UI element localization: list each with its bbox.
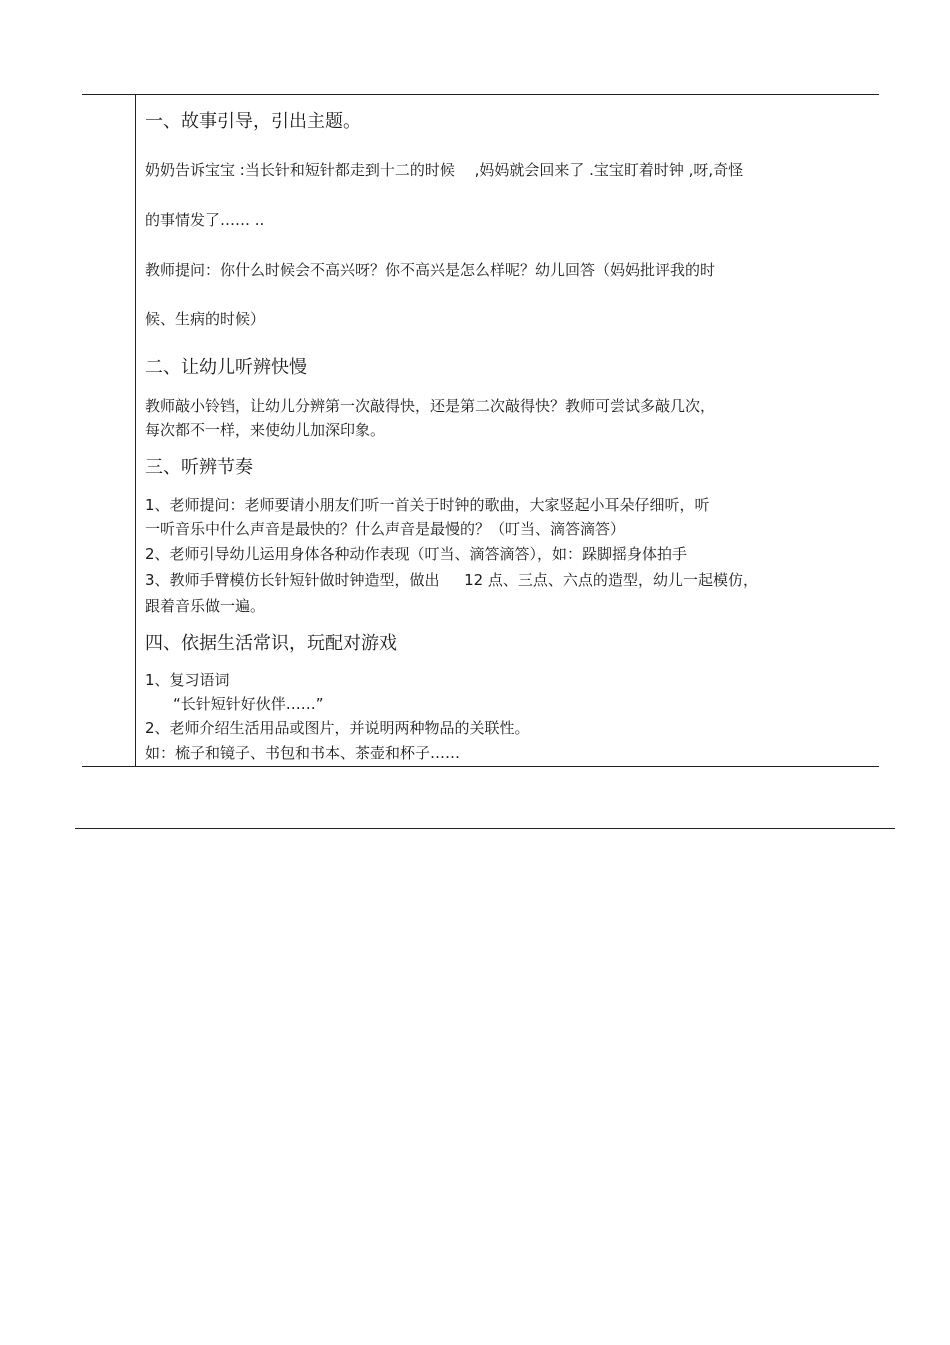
section-3-line-3: 2、老师引导幼儿运用身体各种动作表现（叮当、滴答滴答），如：跺脚摇身体拍手 <box>145 545 688 563</box>
section-2-line-2: 每次都不一样，来使幼儿加深印象。 <box>145 421 386 439</box>
section-1-paragraph-1-line-1: 奶奶告诉宝宝 :当长针和短针都走到十二的时候 ,妈妈就会回来了 .宝宝盯着时钟 ,呀,奇怪 <box>145 161 744 179</box>
section-4-heading: 四、依据生活常识，玩配对游戏 <box>145 633 397 654</box>
table-bottom-border <box>82 766 879 767</box>
table-top-border <box>82 94 879 95</box>
section-3-line-2: 一听音乐中什么声音是最快的？什么声音是最慢的？（叮当、滴答滴答） <box>145 520 626 538</box>
table-column-divider <box>135 94 136 766</box>
section-1-paragraph-1-line-2: 的事情发了…… .. <box>145 211 265 229</box>
section-3-line-4: 3、教师手臂模仿长针短针做时钟造型，做出 12 点、三点、六点的造型，幼儿一起模仿， <box>145 571 758 589</box>
section-3-line-1: 1、老师提问：老师要请小朋友们听一首关于时钟的歌曲，大家竖起小耳朵仔细听，听 <box>145 496 710 514</box>
section-4-line-2: “长针短针好伙伴……” <box>173 695 324 713</box>
section-1-paragraph-2-line-2: 候、生病的时候） <box>145 310 266 328</box>
section-4-line-3: 2、老师介绍生活用品或图片，并说明两种物品的关联性。 <box>145 719 530 737</box>
section-3-heading: 三、听辨节奏 <box>145 457 253 478</box>
section-4-line-4: 如：梳子和镜子、书包和书本、茶壶和杯子…… <box>145 744 461 762</box>
footer-rule <box>75 828 895 829</box>
section-1-heading: 一、故事引导，引出主题。 <box>145 111 361 132</box>
section-2-line-1: 教师敲小铃铛，让幼儿分辨第一次敲得快，还是第二次敲得快？教师可尝试多敲几次， <box>145 397 716 415</box>
section-4-line-1: 1、复习语词 <box>145 671 230 689</box>
section-3-line-5: 跟着音乐做一遍。 <box>145 597 266 615</box>
section-2-heading: 二、让幼儿听辨快慢 <box>145 357 307 378</box>
section-1-paragraph-2-line-1: 教师提问：你什么时候会不高兴呀？你不高兴是怎么样呢？幼儿回答（妈妈批评我的时 <box>145 261 716 279</box>
